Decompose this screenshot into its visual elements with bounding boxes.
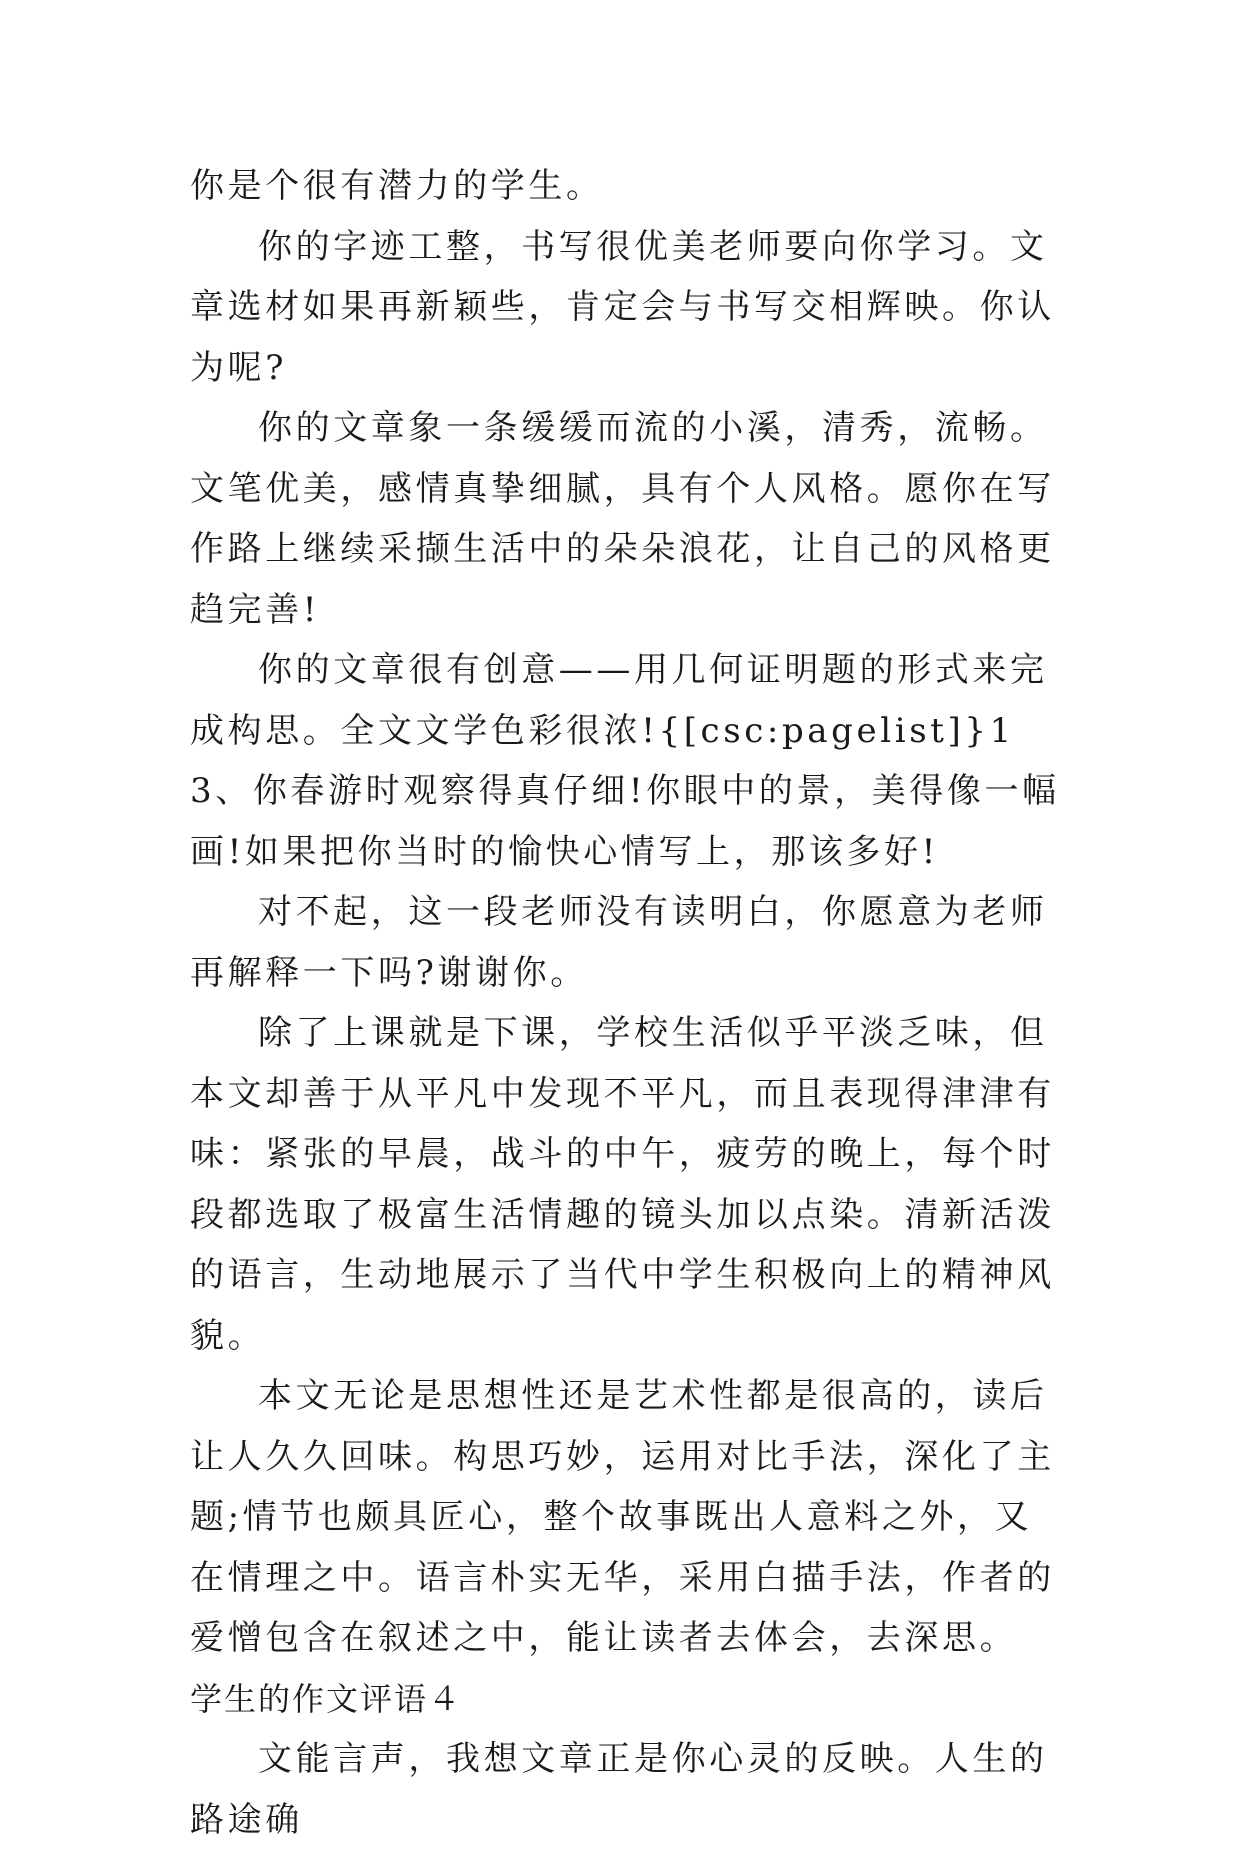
paragraph-7: 本文无论是思想性还是艺术性都是很高的，读后让人久久回味。构思巧妙，运用对比手法，深化了主题;情节也颇具匠心，整个故事既出人意料之外，又在情理之中。语言朴实无华，采用白描手法，作者的爱憎包含在叙述之中，能让读者去体会，去深思。 <box>190 1376 1055 1658</box>
paragraph-5: 对不起，这一段老师没有读明白，你愿意为老师再解释一下吗?谢谢你。 <box>190 892 1048 993</box>
section-heading: 学生的作文评语４ <box>190 1679 463 1718</box>
paragraph-6: 除了上课就是下课，学校生活似乎平淡乏味，但本文却善于从平凡中发现不平凡，而且表现得津津有味：紧张的早晨，战斗的中午，疲劳的晚上，每个时段都选取了极富生活情趣的镜头加以点染。清新活泼的语言，生动地展示了当代中学生积极向上的精神风貌。 <box>190 1013 1055 1356</box>
document-page <box>190 156 1060 1850</box>
paragraph-2: 你的字迹工整，书写很优美老师要向你学习。文章选材如果再新颖些，肯定会与书写交相辉映。你认为呢? <box>190 226 1055 388</box>
paragraph-1: 你是个很有潜力的学生。 <box>190 166 604 206</box>
paragraph-3: 你的文章象一条缓缓而流的小溪，清秀，流畅。文笔优美，感情真挚细腻，具有个人风格。愿你在写作路上继续采撷生活中的朵朵浪花，让自己的风格更趋完善! <box>190 408 1055 630</box>
paragraph-4: 你的文章很有创意——用几何证明题的形式来完成构思。全文文学色彩很浓!{[csc:pagelist]}13、你春游时观察得真仔细!你眼中的景，美得像一幅画!如果把你当时的愉快心情写上，那该多好! <box>190 650 1060 872</box>
paragraph-8: 文能言声，我想文章正是你心灵的反映。人生的路途确 <box>190 1739 1048 1840</box>
